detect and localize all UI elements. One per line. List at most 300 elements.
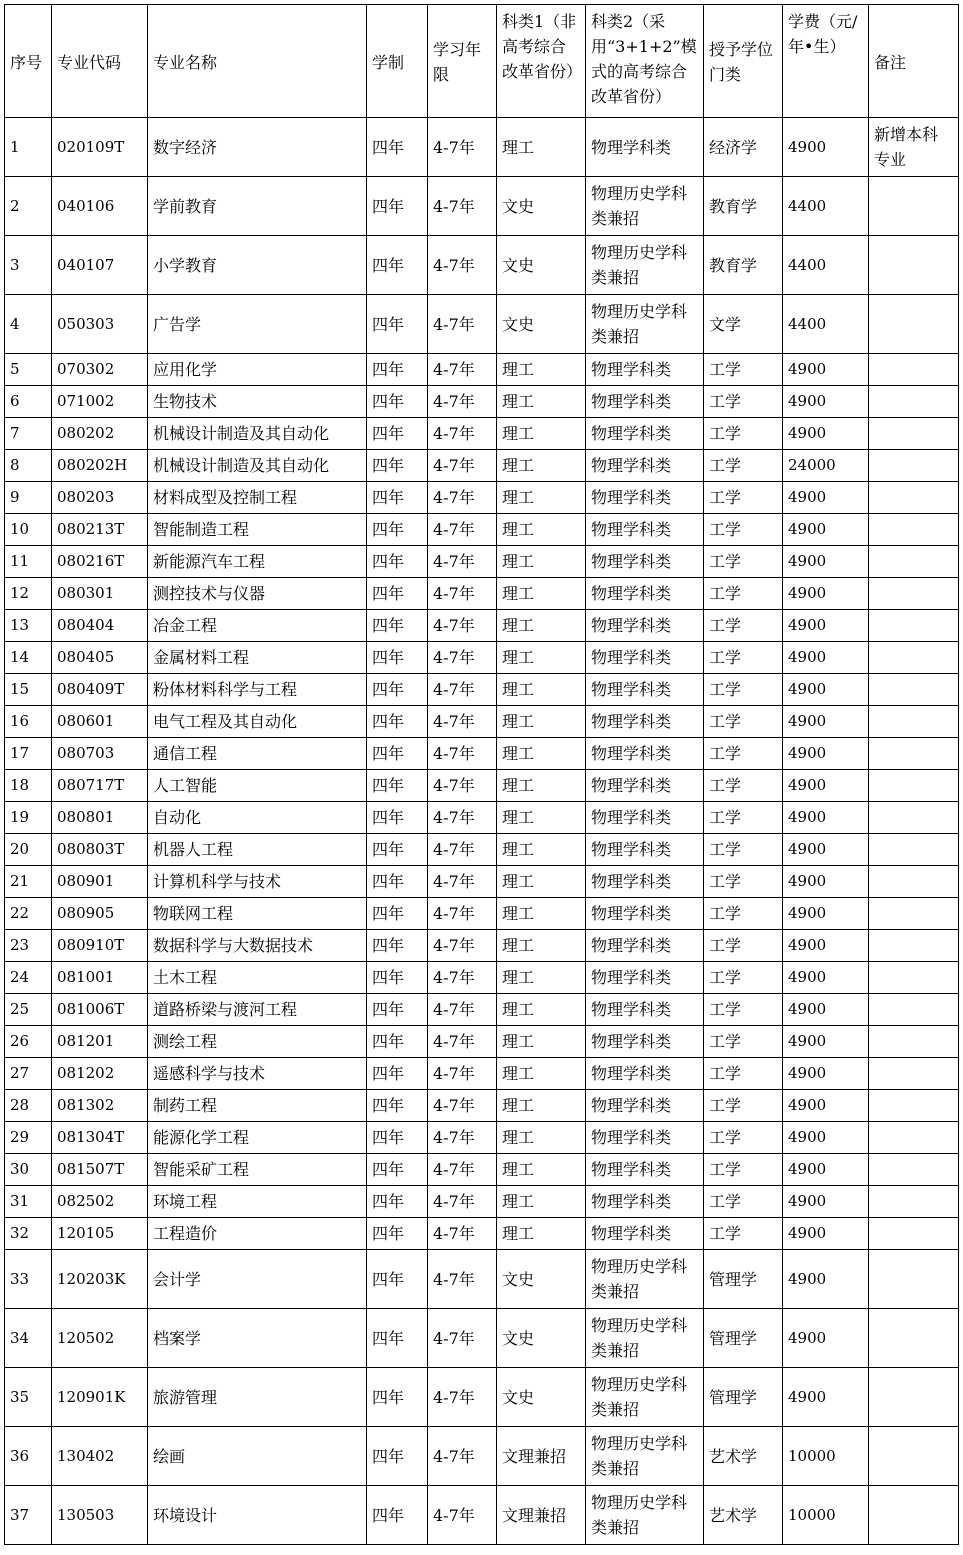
cell-code: 080202H bbox=[52, 450, 148, 482]
table-row bbox=[5, 994, 959, 1026]
cell-cat1: 文史 bbox=[497, 1309, 586, 1368]
cell-cat2: 物理学科类 bbox=[586, 1058, 704, 1090]
cell-system: 四年 bbox=[367, 177, 428, 236]
cell-name: 新能源汽车工程 bbox=[148, 546, 367, 578]
cell-seq: 31 bbox=[5, 1186, 52, 1218]
cell-degree: 工学 bbox=[704, 1154, 783, 1186]
cell-system: 四年 bbox=[367, 866, 428, 898]
cell-fee: 4900 bbox=[783, 962, 869, 994]
cell-code: 081201 bbox=[52, 1026, 148, 1058]
cell-years: 4-7年 bbox=[428, 962, 497, 994]
cell-fee: 4900 bbox=[783, 674, 869, 706]
cell-cat2: 物理学科类 bbox=[586, 994, 704, 1026]
cell-fee: 4900 bbox=[783, 418, 869, 450]
cell-system: 四年 bbox=[367, 1058, 428, 1090]
cell-system: 四年 bbox=[367, 514, 428, 546]
cell-cat2: 物理学科类 bbox=[586, 610, 704, 642]
cell-system: 四年 bbox=[367, 834, 428, 866]
cell-note bbox=[869, 706, 959, 738]
cell-years: 4-7年 bbox=[428, 706, 497, 738]
cell-cat1: 理工 bbox=[497, 994, 586, 1026]
cell-cat1: 文理兼招 bbox=[497, 1427, 586, 1486]
cell-fee: 4900 bbox=[783, 1368, 869, 1427]
cell-degree: 工学 bbox=[704, 738, 783, 770]
cell-fee: 4900 bbox=[783, 866, 869, 898]
cell-code: 080901 bbox=[52, 866, 148, 898]
header-cat2: 科类2（采用“3+1+2”模式的高考综合改革省份） bbox=[586, 5, 704, 118]
cell-fee: 4400 bbox=[783, 295, 869, 354]
cell-name: 学前教育 bbox=[148, 177, 367, 236]
cell-note bbox=[869, 1368, 959, 1427]
cell-note bbox=[869, 930, 959, 962]
cell-seq: 10 bbox=[5, 514, 52, 546]
cell-degree: 工学 bbox=[704, 1058, 783, 1090]
cell-system: 四年 bbox=[367, 450, 428, 482]
cell-name: 通信工程 bbox=[148, 738, 367, 770]
table-row bbox=[5, 578, 959, 610]
cell-system: 四年 bbox=[367, 802, 428, 834]
cell-note bbox=[869, 482, 959, 514]
cell-degree: 工学 bbox=[704, 674, 783, 706]
cell-fee: 4900 bbox=[783, 578, 869, 610]
cell-note bbox=[869, 1427, 959, 1486]
cell-name: 智能制造工程 bbox=[148, 514, 367, 546]
cell-code: 130402 bbox=[52, 1427, 148, 1486]
cell-years: 4-7年 bbox=[428, 1368, 497, 1427]
cell-seq: 1 bbox=[5, 118, 52, 177]
table-row bbox=[5, 1186, 959, 1218]
cell-degree: 工学 bbox=[704, 386, 783, 418]
cell-note bbox=[869, 1486, 959, 1545]
table-row bbox=[5, 295, 959, 354]
table-row bbox=[5, 514, 959, 546]
cell-seq: 2 bbox=[5, 177, 52, 236]
cell-years: 4-7年 bbox=[428, 1309, 497, 1368]
cell-note bbox=[869, 642, 959, 674]
cell-code: 080717T bbox=[52, 770, 148, 802]
cell-code: 080803T bbox=[52, 834, 148, 866]
table-row bbox=[5, 962, 959, 994]
cell-seq: 23 bbox=[5, 930, 52, 962]
cell-fee: 4900 bbox=[783, 738, 869, 770]
cell-cat2: 物理学科类 bbox=[586, 706, 704, 738]
cell-fee: 4900 bbox=[783, 930, 869, 962]
cell-seq: 32 bbox=[5, 1218, 52, 1250]
cell-system: 四年 bbox=[367, 738, 428, 770]
cell-fee: 4400 bbox=[783, 177, 869, 236]
cell-cat1: 理工 bbox=[497, 1186, 586, 1218]
cell-seq: 16 bbox=[5, 706, 52, 738]
cell-name: 生物技术 bbox=[148, 386, 367, 418]
cell-fee: 4900 bbox=[783, 354, 869, 386]
cell-years: 4-7年 bbox=[428, 295, 497, 354]
cell-code: 050303 bbox=[52, 295, 148, 354]
cell-name: 数字经济 bbox=[148, 118, 367, 177]
cell-code: 081302 bbox=[52, 1090, 148, 1122]
cell-cat2: 物理学科类 bbox=[586, 514, 704, 546]
cell-cat1: 理工 bbox=[497, 610, 586, 642]
cell-fee: 4900 bbox=[783, 1186, 869, 1218]
cell-fee: 4900 bbox=[783, 1250, 869, 1309]
cell-note bbox=[869, 1309, 959, 1368]
cell-code: 082502 bbox=[52, 1186, 148, 1218]
cell-cat1: 理工 bbox=[497, 1154, 586, 1186]
cell-note bbox=[869, 770, 959, 802]
cell-fee: 4900 bbox=[783, 514, 869, 546]
cell-fee: 4900 bbox=[783, 994, 869, 1026]
cell-years: 4-7年 bbox=[428, 770, 497, 802]
cell-seq: 3 bbox=[5, 236, 52, 295]
cell-seq: 7 bbox=[5, 418, 52, 450]
cell-years: 4-7年 bbox=[428, 1486, 497, 1545]
cell-years: 4-7年 bbox=[428, 802, 497, 834]
cell-system: 四年 bbox=[367, 642, 428, 674]
table-row bbox=[5, 418, 959, 450]
cell-degree: 工学 bbox=[704, 610, 783, 642]
cell-note bbox=[869, 386, 959, 418]
cell-name: 智能采矿工程 bbox=[148, 1154, 367, 1186]
cell-cat2: 物理学科类 bbox=[586, 930, 704, 962]
cell-years: 4-7年 bbox=[428, 674, 497, 706]
cell-degree: 艺术学 bbox=[704, 1427, 783, 1486]
cell-name: 会计学 bbox=[148, 1250, 367, 1309]
cell-system: 四年 bbox=[367, 1427, 428, 1486]
cell-degree: 艺术学 bbox=[704, 1486, 783, 1545]
cell-degree: 工学 bbox=[704, 1186, 783, 1218]
table-row bbox=[5, 1090, 959, 1122]
cell-fee: 10000 bbox=[783, 1427, 869, 1486]
cell-name: 土木工程 bbox=[148, 962, 367, 994]
cell-years: 4-7年 bbox=[428, 1218, 497, 1250]
cell-seq: 8 bbox=[5, 450, 52, 482]
cell-degree: 工学 bbox=[704, 930, 783, 962]
cell-code: 130503 bbox=[52, 1486, 148, 1545]
cell-code: 080203 bbox=[52, 482, 148, 514]
header-row bbox=[5, 5, 959, 118]
cell-seq: 25 bbox=[5, 994, 52, 1026]
cell-system: 四年 bbox=[367, 706, 428, 738]
table-row bbox=[5, 354, 959, 386]
cell-cat1: 理工 bbox=[497, 546, 586, 578]
cell-cat1: 文理兼招 bbox=[497, 1486, 586, 1545]
cell-fee: 4900 bbox=[783, 770, 869, 802]
cell-degree: 工学 bbox=[704, 962, 783, 994]
cell-fee: 4900 bbox=[783, 386, 869, 418]
table-row bbox=[5, 1058, 959, 1090]
cell-code: 080601 bbox=[52, 706, 148, 738]
cell-note bbox=[869, 546, 959, 578]
cell-fee: 4900 bbox=[783, 482, 869, 514]
cell-degree: 工学 bbox=[704, 642, 783, 674]
cell-note bbox=[869, 418, 959, 450]
cell-degree: 工学 bbox=[704, 866, 783, 898]
cell-cat1: 文史 bbox=[497, 1250, 586, 1309]
table-row bbox=[5, 386, 959, 418]
cell-system: 四年 bbox=[367, 1368, 428, 1427]
cell-name: 测控技术与仪器 bbox=[148, 578, 367, 610]
table-row bbox=[5, 898, 959, 930]
cell-fee: 4900 bbox=[783, 118, 869, 177]
cell-name: 应用化学 bbox=[148, 354, 367, 386]
cell-degree: 工学 bbox=[704, 1122, 783, 1154]
cell-cat2: 物理学科类 bbox=[586, 1026, 704, 1058]
cell-cat2: 物理学科类 bbox=[586, 802, 704, 834]
cell-cat1: 理工 bbox=[497, 1058, 586, 1090]
cell-system: 四年 bbox=[367, 1122, 428, 1154]
cell-system: 四年 bbox=[367, 930, 428, 962]
cell-code: 080703 bbox=[52, 738, 148, 770]
cell-fee: 4900 bbox=[783, 1090, 869, 1122]
cell-cat2: 物理历史学科类兼招 bbox=[586, 236, 704, 295]
cell-seq: 27 bbox=[5, 1058, 52, 1090]
cell-years: 4-7年 bbox=[428, 514, 497, 546]
cell-note bbox=[869, 834, 959, 866]
cell-note bbox=[869, 514, 959, 546]
header-cat1: 科类1（非高考综合改革省份） bbox=[497, 5, 586, 118]
cell-code: 080213T bbox=[52, 514, 148, 546]
cell-years: 4-7年 bbox=[428, 450, 497, 482]
cell-name: 环境工程 bbox=[148, 1186, 367, 1218]
cell-note bbox=[869, 1186, 959, 1218]
cell-cat1: 理工 bbox=[497, 898, 586, 930]
cell-cat2: 物理历史学科类兼招 bbox=[586, 1368, 704, 1427]
cell-cat2: 物理学科类 bbox=[586, 418, 704, 450]
table-row bbox=[5, 674, 959, 706]
cell-cat1: 理工 bbox=[497, 770, 586, 802]
cell-code: 080905 bbox=[52, 898, 148, 930]
cell-seq: 21 bbox=[5, 866, 52, 898]
majors-table bbox=[4, 4, 959, 1545]
cell-cat2: 物理历史学科类兼招 bbox=[586, 1486, 704, 1545]
cell-system: 四年 bbox=[367, 674, 428, 706]
table-row bbox=[5, 118, 959, 177]
cell-cat2: 物理学科类 bbox=[586, 118, 704, 177]
header-code: 专业代码 bbox=[52, 5, 148, 118]
cell-code: 040106 bbox=[52, 177, 148, 236]
cell-degree: 教育学 bbox=[704, 236, 783, 295]
table-row bbox=[5, 1154, 959, 1186]
cell-cat2: 物理历史学科类兼招 bbox=[586, 1427, 704, 1486]
cell-fee: 24000 bbox=[783, 450, 869, 482]
cell-name: 绘画 bbox=[148, 1427, 367, 1486]
cell-cat2: 物理学科类 bbox=[586, 674, 704, 706]
cell-code: 120203K bbox=[52, 1250, 148, 1309]
cell-name: 机械设计制造及其自动化 bbox=[148, 450, 367, 482]
cell-cat2: 物理学科类 bbox=[586, 834, 704, 866]
table-row bbox=[5, 1122, 959, 1154]
header-degree: 授予学位门类 bbox=[704, 5, 783, 118]
cell-cat1: 理工 bbox=[497, 1090, 586, 1122]
cell-cat1: 理工 bbox=[497, 674, 586, 706]
cell-fee: 4900 bbox=[783, 898, 869, 930]
cell-name: 机械设计制造及其自动化 bbox=[148, 418, 367, 450]
cell-fee: 10000 bbox=[783, 1486, 869, 1545]
table-row bbox=[5, 866, 959, 898]
cell-degree: 工学 bbox=[704, 450, 783, 482]
cell-seq: 33 bbox=[5, 1250, 52, 1309]
cell-cat1: 理工 bbox=[497, 930, 586, 962]
cell-degree: 工学 bbox=[704, 514, 783, 546]
cell-seq: 37 bbox=[5, 1486, 52, 1545]
cell-years: 4-7年 bbox=[428, 1090, 497, 1122]
cell-note bbox=[869, 866, 959, 898]
cell-cat2: 物理学科类 bbox=[586, 546, 704, 578]
cell-name: 数据科学与大数据技术 bbox=[148, 930, 367, 962]
cell-cat2: 物理学科类 bbox=[586, 1090, 704, 1122]
cell-cat1: 理工 bbox=[497, 578, 586, 610]
cell-code: 081507T bbox=[52, 1154, 148, 1186]
cell-note bbox=[869, 450, 959, 482]
cell-note bbox=[869, 295, 959, 354]
cell-degree: 工学 bbox=[704, 898, 783, 930]
cell-years: 4-7年 bbox=[428, 482, 497, 514]
cell-degree: 工学 bbox=[704, 1218, 783, 1250]
table-row bbox=[5, 834, 959, 866]
cell-cat1: 理工 bbox=[497, 386, 586, 418]
cell-system: 四年 bbox=[367, 1154, 428, 1186]
cell-degree: 教育学 bbox=[704, 177, 783, 236]
cell-degree: 工学 bbox=[704, 578, 783, 610]
cell-note: 新增本科专业 bbox=[869, 118, 959, 177]
cell-note bbox=[869, 1154, 959, 1186]
cell-seq: 20 bbox=[5, 834, 52, 866]
cell-system: 四年 bbox=[367, 898, 428, 930]
cell-name: 材料成型及控制工程 bbox=[148, 482, 367, 514]
cell-code: 080404 bbox=[52, 610, 148, 642]
cell-cat1: 文史 bbox=[497, 295, 586, 354]
table-row bbox=[5, 1309, 959, 1368]
cell-name: 制药工程 bbox=[148, 1090, 367, 1122]
cell-cat2: 物理学科类 bbox=[586, 1218, 704, 1250]
cell-degree: 工学 bbox=[704, 1090, 783, 1122]
cell-note bbox=[869, 1090, 959, 1122]
cell-name: 遥感科学与技术 bbox=[148, 1058, 367, 1090]
cell-fee: 4900 bbox=[783, 1154, 869, 1186]
cell-degree: 工学 bbox=[704, 354, 783, 386]
cell-degree: 管理学 bbox=[704, 1309, 783, 1368]
cell-cat1: 理工 bbox=[497, 706, 586, 738]
cell-years: 4-7年 bbox=[428, 994, 497, 1026]
cell-code: 081202 bbox=[52, 1058, 148, 1090]
cell-name: 档案学 bbox=[148, 1309, 367, 1368]
cell-fee: 4400 bbox=[783, 236, 869, 295]
cell-cat2: 物理学科类 bbox=[586, 1122, 704, 1154]
cell-system: 四年 bbox=[367, 1309, 428, 1368]
cell-degree: 经济学 bbox=[704, 118, 783, 177]
cell-degree: 工学 bbox=[704, 994, 783, 1026]
cell-fee: 4900 bbox=[783, 834, 869, 866]
cell-seq: 11 bbox=[5, 546, 52, 578]
cell-note bbox=[869, 962, 959, 994]
cell-system: 四年 bbox=[367, 386, 428, 418]
cell-name: 计算机科学与技术 bbox=[148, 866, 367, 898]
cell-name: 环境设计 bbox=[148, 1486, 367, 1545]
cell-system: 四年 bbox=[367, 295, 428, 354]
cell-fee: 4900 bbox=[783, 706, 869, 738]
cell-cat2: 物理历史学科类兼招 bbox=[586, 1250, 704, 1309]
cell-cat1: 理工 bbox=[497, 738, 586, 770]
table-row bbox=[5, 770, 959, 802]
cell-fee: 4900 bbox=[783, 1218, 869, 1250]
cell-cat1: 理工 bbox=[497, 1218, 586, 1250]
cell-cat1: 理工 bbox=[497, 642, 586, 674]
cell-name: 旅游管理 bbox=[148, 1368, 367, 1427]
cell-cat2: 物理学科类 bbox=[586, 898, 704, 930]
cell-years: 4-7年 bbox=[428, 1186, 497, 1218]
cell-years: 4-7年 bbox=[428, 1250, 497, 1309]
cell-years: 4-7年 bbox=[428, 610, 497, 642]
cell-name: 粉体材料科学与工程 bbox=[148, 674, 367, 706]
cell-name: 道路桥梁与渡河工程 bbox=[148, 994, 367, 1026]
cell-system: 四年 bbox=[367, 482, 428, 514]
cell-name: 自动化 bbox=[148, 802, 367, 834]
cell-seq: 34 bbox=[5, 1309, 52, 1368]
cell-seq: 17 bbox=[5, 738, 52, 770]
cell-name: 人工智能 bbox=[148, 770, 367, 802]
table-row bbox=[5, 1026, 959, 1058]
cell-name: 机器人工程 bbox=[148, 834, 367, 866]
cell-code: 120901K bbox=[52, 1368, 148, 1427]
cell-cat2: 物理历史学科类兼招 bbox=[586, 1309, 704, 1368]
header-years: 学习年限 bbox=[428, 5, 497, 118]
cell-years: 4-7年 bbox=[428, 578, 497, 610]
cell-seq: 15 bbox=[5, 674, 52, 706]
cell-note bbox=[869, 1058, 959, 1090]
cell-fee: 4900 bbox=[783, 1058, 869, 1090]
cell-years: 4-7年 bbox=[428, 898, 497, 930]
cell-seq: 35 bbox=[5, 1368, 52, 1427]
cell-cat1: 理工 bbox=[497, 1122, 586, 1154]
table-row bbox=[5, 236, 959, 295]
cell-note bbox=[869, 994, 959, 1026]
table-row bbox=[5, 706, 959, 738]
cell-name: 物联网工程 bbox=[148, 898, 367, 930]
cell-fee: 4900 bbox=[783, 1309, 869, 1368]
cell-cat2: 物理学科类 bbox=[586, 962, 704, 994]
cell-code: 080301 bbox=[52, 578, 148, 610]
table-row bbox=[5, 1250, 959, 1309]
cell-code: 071002 bbox=[52, 386, 148, 418]
cell-note bbox=[869, 177, 959, 236]
cell-degree: 工学 bbox=[704, 706, 783, 738]
cell-system: 四年 bbox=[367, 962, 428, 994]
table-row bbox=[5, 1218, 959, 1250]
cell-note bbox=[869, 236, 959, 295]
cell-note bbox=[869, 738, 959, 770]
cell-years: 4-7年 bbox=[428, 236, 497, 295]
cell-years: 4-7年 bbox=[428, 866, 497, 898]
cell-code: 080216T bbox=[52, 546, 148, 578]
cell-name: 冶金工程 bbox=[148, 610, 367, 642]
cell-code: 081304T bbox=[52, 1122, 148, 1154]
cell-fee: 4900 bbox=[783, 1026, 869, 1058]
cell-code: 080910T bbox=[52, 930, 148, 962]
cell-cat1: 理工 bbox=[497, 962, 586, 994]
cell-seq: 12 bbox=[5, 578, 52, 610]
cell-degree: 工学 bbox=[704, 546, 783, 578]
cell-system: 四年 bbox=[367, 418, 428, 450]
cell-cat1: 理工 bbox=[497, 354, 586, 386]
cell-code: 080409T bbox=[52, 674, 148, 706]
cell-years: 4-7年 bbox=[428, 1427, 497, 1486]
cell-years: 4-7年 bbox=[428, 177, 497, 236]
cell-degree: 工学 bbox=[704, 802, 783, 834]
cell-code: 040107 bbox=[52, 236, 148, 295]
cell-note bbox=[869, 674, 959, 706]
header-note: 备注 bbox=[869, 5, 959, 118]
cell-seq: 13 bbox=[5, 610, 52, 642]
header-name: 专业名称 bbox=[148, 5, 367, 118]
